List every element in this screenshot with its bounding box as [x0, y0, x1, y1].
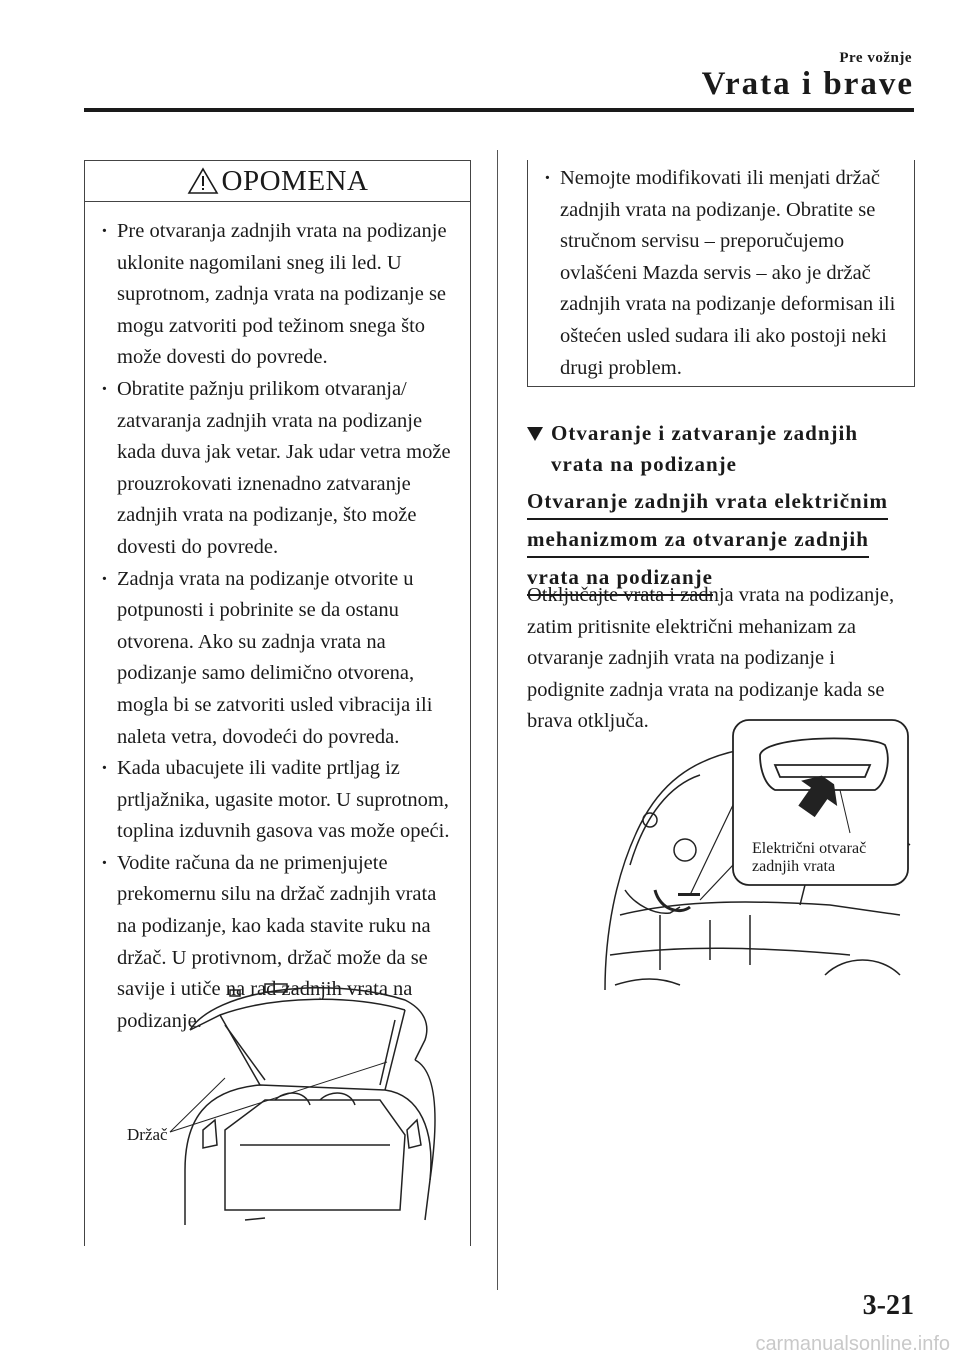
warning-item: · Obratite pažnju prilikom otvaranja/ zatvaranja zadnjih vrata na podizanje kada duva jak vetar. Jak udar vetra može prouzrokovati iznenadno zatvaranje zadnjih vrata na podizanje, što može dovesti do povrede. [99, 374, 460, 564]
warning-item: · Zadnja vrata na podizanje otvorite u potpunosti i pobrinite se da ostanu otvorena. Ako su zadnja vrata na podizanje samo delimično otvorena, mogla bi se zatvoriti usled vibracija ili naleta vetra, dovodeći do povreda. [99, 564, 460, 754]
warning-header [85, 161, 470, 202]
warning-item: · Nemojte modifikovati ili menjati držač zadnjih vrata na podizanje. Obratite se stručnom servisu – preporučujemo ovlašćeni Mazda servis – ako je držač zadnjih vrata na podizanje deformisan ili oštećen usled sudara ili ako postoji neki drugi problem. [542, 163, 904, 384]
subsection-heading-line: Otvaranje zadnjih vrata električnim [527, 487, 888, 520]
section-heading-text: Otvaranje i zatvaranje zadnjih vrata na podizanje [551, 421, 859, 476]
warning-box-continued [527, 160, 915, 387]
instruction-paragraph: Otključajte vrata i zadnja vrata na podizanje, zatim pritisnite električni mehanizam za otvaranje zadnjih vrata na podizanje i podignite zadnja vrata na podizanje kada se brava otključa. [527, 584, 895, 732]
warning-item: · Kada ubacujete ili vadite prtljag iz prtljažnika, ugasite motor. U suprotnom, toplina izduvnih gasova vas može opeći. [99, 753, 460, 848]
holder-label: Držač [127, 1125, 168, 1144]
opener-label: Električni otvarač [752, 840, 867, 857]
page-number: 3-21 [862, 1290, 914, 1321]
header-rule [84, 108, 914, 112]
warning-list [85, 202, 470, 1037]
warning-triangle-icon [187, 167, 219, 195]
subsection-heading-line: mehanizmom za otvaranje zadnjih [527, 525, 869, 558]
warning-title: OPOMENA [221, 164, 369, 197]
chapter-label: Pre vožnje [839, 50, 912, 66]
section-title-header: Vrata i brave [701, 66, 914, 102]
warning-list-continued [528, 160, 914, 384]
opener-label: zadnjih vrata [752, 858, 836, 875]
tailgate-opener-illustration [600, 715, 915, 1000]
watermark: carmanualsonline.info [755, 1333, 950, 1355]
column-divider [497, 150, 498, 1290]
section-heading [527, 418, 917, 480]
warning-item: · Pre otvaranja zadnjih vrata na podizanje uklonite nagomilani sneg ili led. U suprotnom, zadnja vrata na podizanje se mogu zatvoriti pod težinom snega što može dovesti do povrede. [99, 216, 460, 374]
down-triangle-icon [527, 427, 543, 441]
warning-item: · Vodite računa da ne primenjujete prekomernu silu na držač zadnjih vrata na podizanje, kao kada stavite ruku na držač. U protivnom, držač može da se savije i utiče na rad zadnjih vrata na podizanje. [99, 848, 460, 1038]
subsection-heading-line: vrata na podizanje [527, 563, 713, 596]
tailgate-open-illustration [125, 970, 470, 1235]
